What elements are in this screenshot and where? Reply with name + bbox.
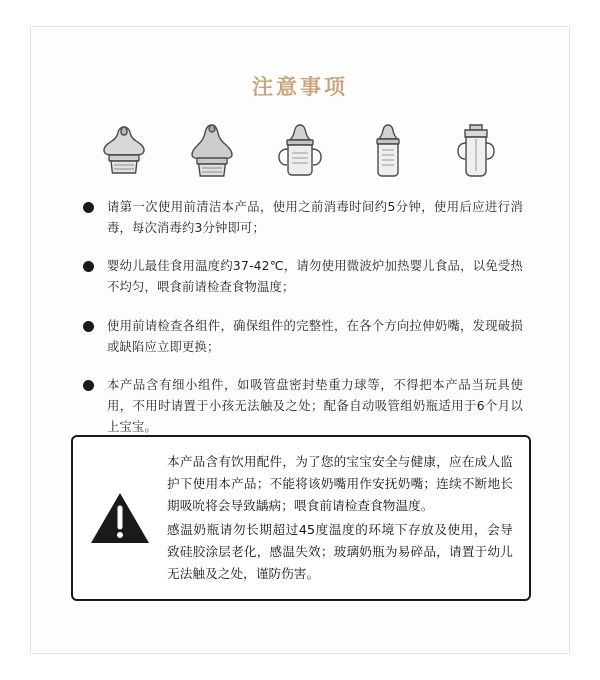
bullet-dot-icon xyxy=(83,380,94,391)
nipple-icon xyxy=(93,119,155,183)
warning-text xyxy=(167,451,513,585)
page-title: 注意事项 xyxy=(252,75,348,99)
straw-sippy-cup-icon xyxy=(445,119,507,183)
list-item-text: 本产品含有细小组件，如吸管盘密封垫重力球等，不得把本产品当玩具使用，不用时请置于小孩无法触及之处；配备自动吸管组奶瓶适用于6个月以上宝宝。 xyxy=(107,377,523,435)
list-item-text: 婴幼儿最佳食用温度约37-42℃，请勿使用微波炉加热婴儿食品，以免受热不均匀，喂食前请检查食物温度； xyxy=(107,259,523,295)
product-icon-row xyxy=(31,119,569,183)
instruction-card xyxy=(30,26,570,654)
list-item xyxy=(83,375,523,438)
warning-paragraph: 本产品含有饮用配件，为了您的宝宝安全与健康，应在成人监护下使用本产品；不能将该奶嘴用作安抚奶嘴；连续不断地长期吸吮将会导致龋病；喂食前请检查食物温度。 xyxy=(167,454,513,514)
bullet-dot-icon xyxy=(83,202,94,213)
bottle-teat-icon xyxy=(181,119,243,183)
warning-triangle-icon xyxy=(87,490,153,546)
bullet-dot-icon xyxy=(83,261,94,272)
notice-list xyxy=(83,197,523,455)
bullet-dot-icon xyxy=(83,321,94,332)
list-item-text: 使用前请检查各组件，确保组件的完整性，在各个方向拉伸奶嘴，发现破损或缺陷应立即更换； xyxy=(107,318,523,354)
list-item xyxy=(83,316,523,358)
list-item-text: 请第一次使用前清洁本产品，使用之前消毒时间约5分钟，使用后应进行消毒，每次消毒约3分钟即可； xyxy=(107,200,523,236)
baby-bottle-icon xyxy=(357,119,419,183)
list-item xyxy=(83,197,523,239)
warning-paragraph: 感温奶瓶请勿长期超过45度温度的环境下存放及使用，会导致硅胶涂层老化，感温失效；玻璃奶瓶为易碎品，请置于幼儿无法触及之处，谨防伤害。 xyxy=(167,522,513,582)
list-item xyxy=(83,256,523,298)
warning-box xyxy=(71,435,531,601)
handle-bottle-icon xyxy=(269,119,331,183)
